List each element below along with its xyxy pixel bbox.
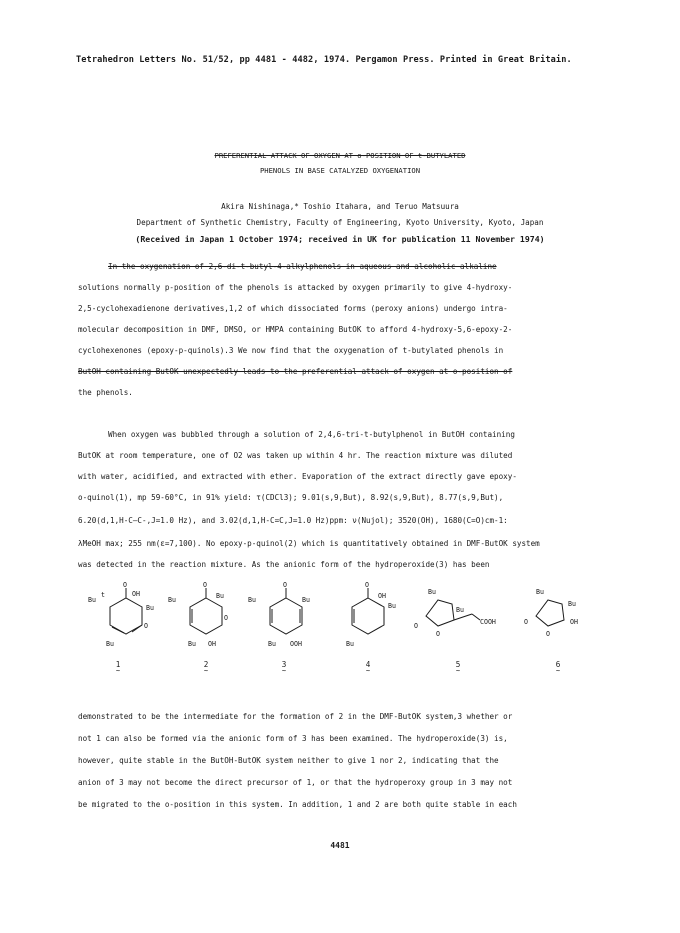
- compound-label-2: 2 ~: [203, 660, 209, 675]
- svg-text:OH: OH: [132, 590, 140, 598]
- svg-text:Bu: Bu: [146, 604, 154, 612]
- svg-text:Bu: Bu: [428, 588, 436, 596]
- svg-text:O: O: [144, 622, 148, 630]
- body-line: however, quite stable in the ButOH-ButOK system neither to give 1 nor 2, indicating that the: [78, 756, 499, 765]
- body-line: solutions normally p-position of the phenols is attacked by oxygen primarily to give 4-hydroxy-: [78, 283, 513, 292]
- svg-text:O: O: [414, 622, 418, 630]
- body-line: demonstrated to be the intermediate for the formation of 2 in the DMF-ButOK system,3 whether or: [78, 712, 513, 721]
- svg-text:OH: OH: [378, 592, 386, 600]
- svg-text:Bu: Bu: [168, 596, 176, 604]
- svg-text:O: O: [224, 614, 228, 622]
- body-line: λMeOH max; 255 nm(ε=7,100). No epoxy-p-quinol(2) which is quantitatively obtained in DMF-ButOK system: [78, 539, 540, 548]
- structure-row: [78, 581, 618, 684]
- body-line: with water, acidified, and extracted with ether. Evaporation of the extract directly gave epoxy-: [78, 472, 517, 481]
- svg-text:O: O: [365, 581, 369, 589]
- compound-label-4: 4 ~: [365, 660, 371, 675]
- page-number: 4481: [330, 841, 350, 850]
- compound-label-6: 6 ~: [555, 660, 561, 675]
- svg-text:O: O: [283, 581, 287, 589]
- article-title-line-2: PHENOLS IN BASE CATALYZED OXYGENATION: [259, 166, 421, 175]
- body-line: cyclohexenones (epoxy-p-quinols).3 We now find that the oxygenation of t-butylated phenols in: [78, 346, 504, 355]
- body-line: be migrated to the o-position in this system. In addition, 1 and 2 are both quite stable in each: [78, 800, 517, 809]
- svg-text:Bu: Bu: [268, 640, 276, 648]
- svg-text:Bu: Bu: [216, 592, 224, 600]
- structure-5: [408, 584, 508, 658]
- svg-text:t: t: [101, 591, 105, 599]
- svg-text:O: O: [436, 630, 440, 638]
- body-line: was detected in the reaction mixture. As the anionic form of the hydroperoxide(3) has been: [78, 560, 490, 569]
- structure-4: [328, 581, 408, 658]
- svg-text:O: O: [524, 618, 528, 626]
- body-line: anion of 3 may not become the direct precursor of 1, or that the hydroperoxy group in 3 may not: [78, 778, 513, 787]
- structure-2: [166, 581, 246, 658]
- affiliation: Department of Synthetic Chemistry, Faculty of Engineering, Kyoto University, Kyoto, Japan: [136, 218, 544, 227]
- body-line: the phenols.: [78, 388, 133, 397]
- compound-label-5: 5 ~: [455, 660, 461, 675]
- svg-text:OOH: OOH: [290, 640, 302, 648]
- svg-text:O: O: [203, 581, 207, 589]
- compound-label-3: 3 ~: [281, 660, 287, 675]
- svg-text:Bu: Bu: [536, 588, 544, 596]
- svg-text:Bu: Bu: [568, 600, 576, 608]
- structure-6: [518, 584, 608, 658]
- body-line: o-quinol(1), mp 59-60°C, in 91% yield: τ(CDCl3); 9.01(s,9,But), 8.92(s,9,But), 8.77(s,9,But),: [78, 493, 504, 502]
- svg-text:Bu: Bu: [456, 606, 464, 614]
- structure-1: [86, 581, 166, 658]
- body-line: molecular decomposition in DMF, DMSO, or HMPA containing ButOK to afford 4-hydroxy-5,6-epoxy-2-: [78, 325, 513, 334]
- body-line: When oxygen was bubbled through a solution of 2,4,6-tri-t-butylphenol in ButOH containing: [108, 430, 515, 439]
- author-list: Akira Nishinaga,* Toshio Itahara, and Teruo Matsuura: [221, 202, 459, 211]
- svg-text:Bu: Bu: [248, 596, 256, 604]
- svg-text:Bu: Bu: [388, 602, 396, 610]
- svg-text:Bu: Bu: [346, 640, 354, 648]
- svg-text:Bu: Bu: [188, 640, 196, 648]
- body-line: 6.20(d,1,H-C—C-,J=1.0 Hz), and 3.02(d,1,H-C=C,J=1.0 Hz)ppm: ν(Nujol); 3520(OH), 1680(C=O)cm-1:: [78, 516, 508, 525]
- svg-text:O: O: [123, 581, 127, 589]
- received-dates: (Received in Japan 1 October 1974; received in UK for publication 11 November 1974): [135, 234, 545, 244]
- body-line: 2,5-cyclohexadienone derivatives,1,2 of which dissociated forms (peroxy anions) undergo intra-: [78, 304, 508, 313]
- body-line: ButOK at room temperature, one of O2 was taken up within 4 hr. The reaction mixture was diluted: [78, 451, 513, 460]
- svg-text:OH: OH: [570, 618, 578, 626]
- svg-text:O: O: [546, 630, 550, 638]
- svg-text:OH: OH: [208, 640, 216, 648]
- body-line: In the oxygenation of 2,6-di-t-butyl-4-alkylphenols in aqueous and alcoholic alkaline: [108, 262, 497, 271]
- journal-header: Tetrahedron Letters No. 51/52, pp 4481 - 4482, 1974. Pergamon Press. Printed in Great Britain.: [76, 55, 572, 65]
- svg-text:Bu: Bu: [302, 596, 310, 604]
- svg-text:Bu: Bu: [88, 596, 96, 604]
- svg-text:COOH: COOH: [480, 618, 496, 626]
- body-line: ButOH containing ButOK unexpectedly leads to the preferential attack of oxygen at o-position of: [78, 367, 513, 376]
- body-line: not 1 can also be formed via the anionic form of 3 has been examined. The hydroperoxide(3) is,: [78, 734, 508, 743]
- compound-label-1: 1 ~: [115, 660, 121, 675]
- article-title-line-1: PREFERENTIAL ATTACK OF OXYGEN AT o-POSITION OF t-BUTYLATED: [214, 151, 466, 160]
- svg-text:Bu: Bu: [106, 640, 114, 648]
- structure-3: [246, 581, 326, 658]
